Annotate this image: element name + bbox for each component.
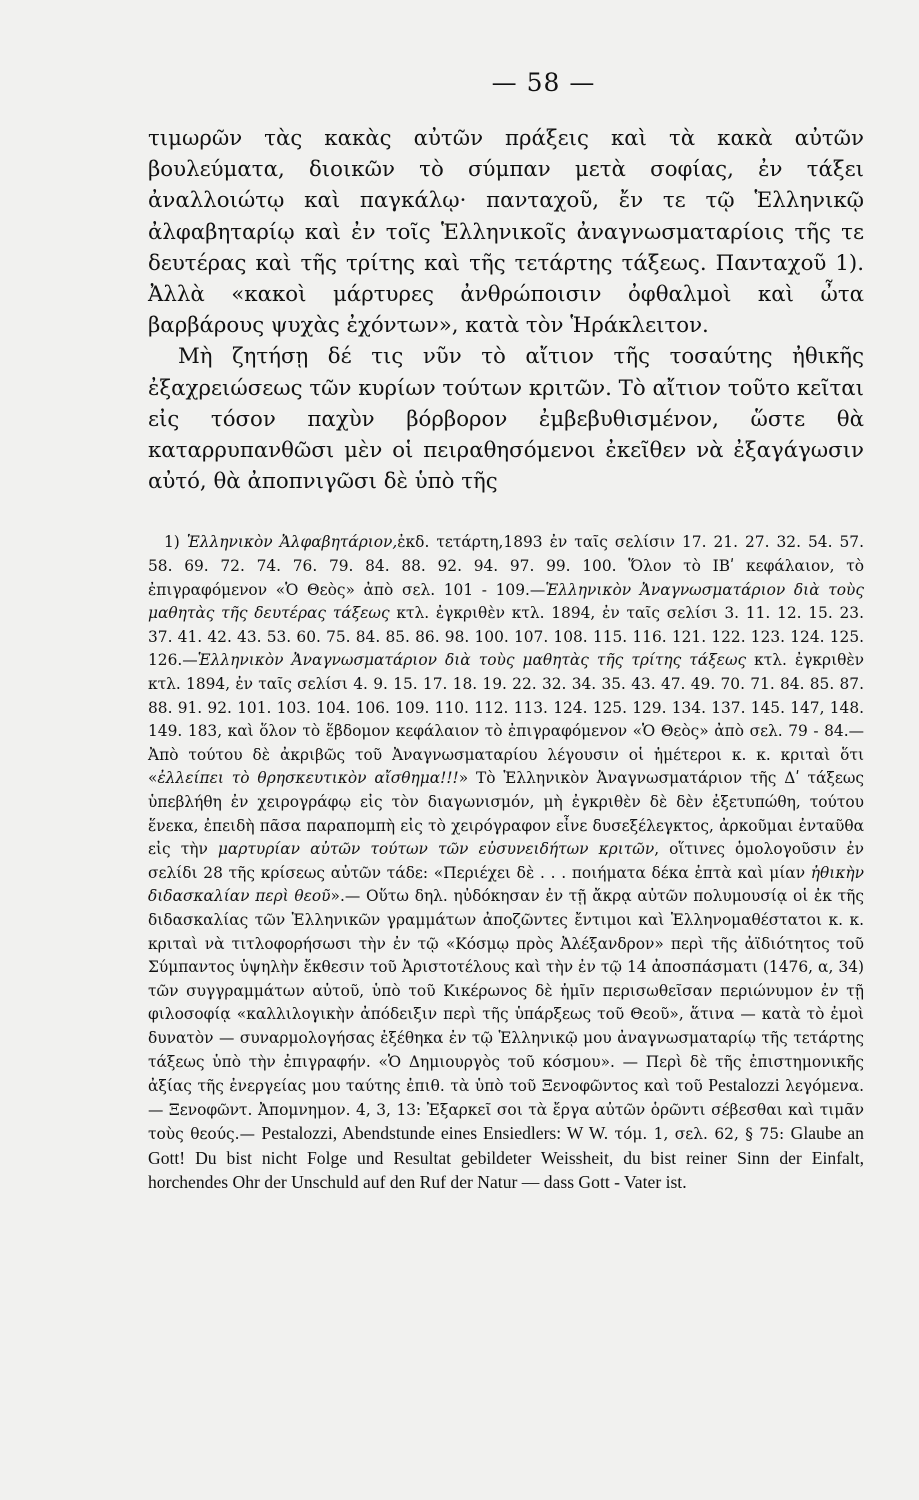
body-paragraph-1: τιμωρῶν τὰς κακὰς αὐτῶν πράξεις καὶ τὰ κακὰ αὐτῶν βουλεύματα, διοικῶν τὸ σύμπαν μετὰ σοφίας, ἐν τάξει ἀναλλοιώτῳ καὶ παγκάλῳ· πανταχοῦ, ἔν τε τῷ Ἑλληνικῷ ἀλφαβηταρίῳ καὶ ἐν τοῖς Ἑλληνικοῖς ἀναγνωσματαρίοις τῆς τε δευτέρας καὶ τῆς τρίτης καὶ τῆς τετάρτης τάξεως. Πανταχοῦ 1). Ἀλλὰ «κακοὶ μάρτυρες ἀνθρώποισιν ὀφθαλμοὶ καὶ ὦτα βαρβάρους ψυχὰς ἐχόντων», κατὰ τὸν Ἡράκλειτον.: [148, 126, 864, 339]
footnote-text-1: ἐκδ. τετάρτη,1893 ἐν ταῖς σελίσιν 17. 21. 27. 32. 54. 57. 58. 69. 72. 74. 76. 79. 84. 88. 92. 94. 97. 99. 100. Ὅλον τὸ ΙΒʹ κεφάλαιον, τὸ ἐπιγραφόμενον «Ὁ Θεὸς» ἀπὸ σελ. 101 - 109.—: [148, 533, 864, 599]
footnote-label: 1): [164, 533, 180, 552]
footnote-text-8: τόμ. 1, σελ. 62, § 75:: [608, 1125, 791, 1144]
footnote-text-6: ».— Οὕτω δηλ. ηὐδόκησαν ἐν τῇ ἄκρᾳ αὐτῶν πολυμουσίᾳ οἱ ἐκ τῆς διδασκαλίας τῶν Ἑλληνικῶν γραμμάτων ἀποζῶντες ἔντιμοι καὶ Ἑλληνομαθέστατοι κ. κ. κριταὶ νὰ τιτλοφορήσωσι τὴν ἐν τῷ «Κόσμῳ πρὸς Ἀλέξανδρον» περὶ τῆς ἀϊδιότητος τοῦ Σύμπαντος ὑψηλὴν ἔκθεσιν τοῦ Ἀριστοτέλους καὶ τὴν ἐν τῷ 14 ἀποσπάσματι (1476, α, 34) τῶν συγγραμμάτων αὐτοῦ, ὑπὸ τοῦ Κικέρωνος δὲ ἡμῖν περισωθεῖσαν περιώνυμον ἐν τῇ φιλοσοφίᾳ «καλλιλογικὴν ἀπόδειξιν περὶ τῆς ὑπάρξεως τοῦ Θεοῦ», ἅτινα — κατὰ τὸ ἐμοὶ δυνατὸν — συναρμολογήσας ἐξέθηκα ἐν τῷ Ἑλληνικῷ μου ἀναγνωσματαρίῳ τῆς τετάρτης τάξεως ὑπὸ τὴν ἐπιγραφήν. «Ὁ Δημιουργὸς τοῦ κόσμου». — Περὶ δὲ τῆς ἐπιστημονικῆς ἀξίας τῆς ἐνεργείας μου ταύτης ἐπιθ. τὰ ὑπὸ τοῦ Ξενοφῶντος καὶ τοῦ: [148, 887, 864, 1096]
footnote-text-2: κτλ. ἐγκριθὲν κτλ. 1894, ἐν ταῖς σελίσι 3. 11. 12. 15. 23. 37. 41. 42. 43. 53. 60. 75. 84. 85. 86. 98. 100. 107. 108. 115. 116. 121. 122. 123. 124. 125. 126.—: [148, 604, 864, 670]
footnote-latin-1: Pestalozzi: [708, 1075, 780, 1096]
footnote-text-5: , οἵτινες ὁμολογοῦσιν ἐν σελίδι 28 τῆς κρίσεως αὐτῶν τάδε: «Περιέχει δὲ . . . ποιήματα δέκα ἑπτὰ καὶ μίαν: [148, 840, 864, 882]
footnote-quote-2: μαρτυρίαν αὐτῶν τούτων τῶν εὐσυνειδήτων κριτῶν: [217, 840, 655, 859]
footnote-title-reader-3: Ἑλληνικὸν Ἀναγνωσματάριον διὰ τοὺς μαθητὰς τῆς τρίτης τάξεως: [197, 651, 747, 670]
footnote-latin-2: Pestalozzi, Abendstunde eines Ensiedlers: W W.: [261, 1123, 609, 1144]
body-paragraph-2: Μὴ ζητήσῃ δέ τις νῦν τὸ αἴτιον τῆς τοσαύτης ἠθικῆς ἐξαχρειώσεως τῶν κυρίων τούτων κριτῶν. Τὸ αἴτιον τοῦτο κεῖται εἰς τόσον παχὺν βόρβορον ἐμβεβυθισμένον, ὥστε θὰ καταρρυπανθῶσι μὲν οἱ πειραθησόμενοι ἐκεῖθεν νὰ ἐξαγάγωσιν αὐτό, θὰ ἀποπνιγῶσι δὲ ὑπὸ τῆς: [148, 344, 864, 495]
footnote-latin-3: Glaube an Gott! Du bist nicht Folge und Resultat gebildeter Weissheit, du bist reiner Sinn der Einfalt, horchendes Ohr der Unschuld auf den Ruf der Natur — dass Gott - Vater ist.: [148, 1123, 864, 1193]
footnote-quote-1: ἐλλείπει τὸ θρησκευτικὸν αἴσθημα!!!: [157, 769, 459, 788]
footnote-title-alphabet: Ἑλληνικὸν Ἀλφαβητάριον,: [186, 533, 398, 552]
footnote-text-7: λεγόμενα.— Ξενοφῶντ. Ἀπομνημον. 4, 3, 13: Ἐξαρκεῖ σοι τὰ ἔργα αὐτῶν ὁρῶντι σέβεσθαι καὶ τιμᾶν τοὺς θεούς.—: [148, 1077, 864, 1144]
footnote: [148, 531, 864, 1196]
footnote-text-3: κτλ. ἐγκριθὲν κτλ. 1894, ἐν ταῖς σελίσι 4. 9. 15. 17. 18. 19. 22. 32. 34. 35. 43. 47. 49. 70. 71. 84. 85. 87. 88. 91. 92. 101. 103. 104. 106. 109. 110. 112. 113. 124. 125. 129. 134. 137. 145. 147, 148. 149. 183, καὶ ὅλον τὸ ἕβδομον κεφάλαιον τὸ ἐπιγραφόμενον «Ὁ Θεὸς» ἀπὸ σελ. 79 - 84.— Ἀπὸ τούτου δὲ ἀκριβῶς τοῦ Ἀναγνωσματαρίου λέγουσιν οἱ ἡμέτεροι κ. κ. κριταὶ ὅτι «: [148, 651, 865, 788]
footnote-quote-3: ἠθικὴν διδασκαλίαν περὶ θεοῦ: [148, 863, 864, 906]
page-number: — 58 —: [491, 68, 596, 97]
footnote-text-4: » Τὸ Ἑλληνικὸν Ἀναγνωσματάριον τῆς Δʹ τάξεως ὑπεβλήθη ἐν χειρογράφῳ εἰς τὸν διαγωνισμόν, μὴ ἐγκριθὲν δὲ δὲν ἐξετυπώθη, τούτου ἕνεκα, ἐπειδὴ πᾶσα παραπομπὴ εἰς τὸ χειρόγραφον εἶνε δυσεξέλεγκτος, ἀρκοῦμαι ἐνταῦθα εἰς τὴν: [148, 769, 865, 859]
footnote-title-reader-2: Ἑλληνικὸν Ἀναγνωσματάριον διὰ τοὺς μαθητὰς τῆς δευτέρας τάξεως: [148, 580, 864, 623]
